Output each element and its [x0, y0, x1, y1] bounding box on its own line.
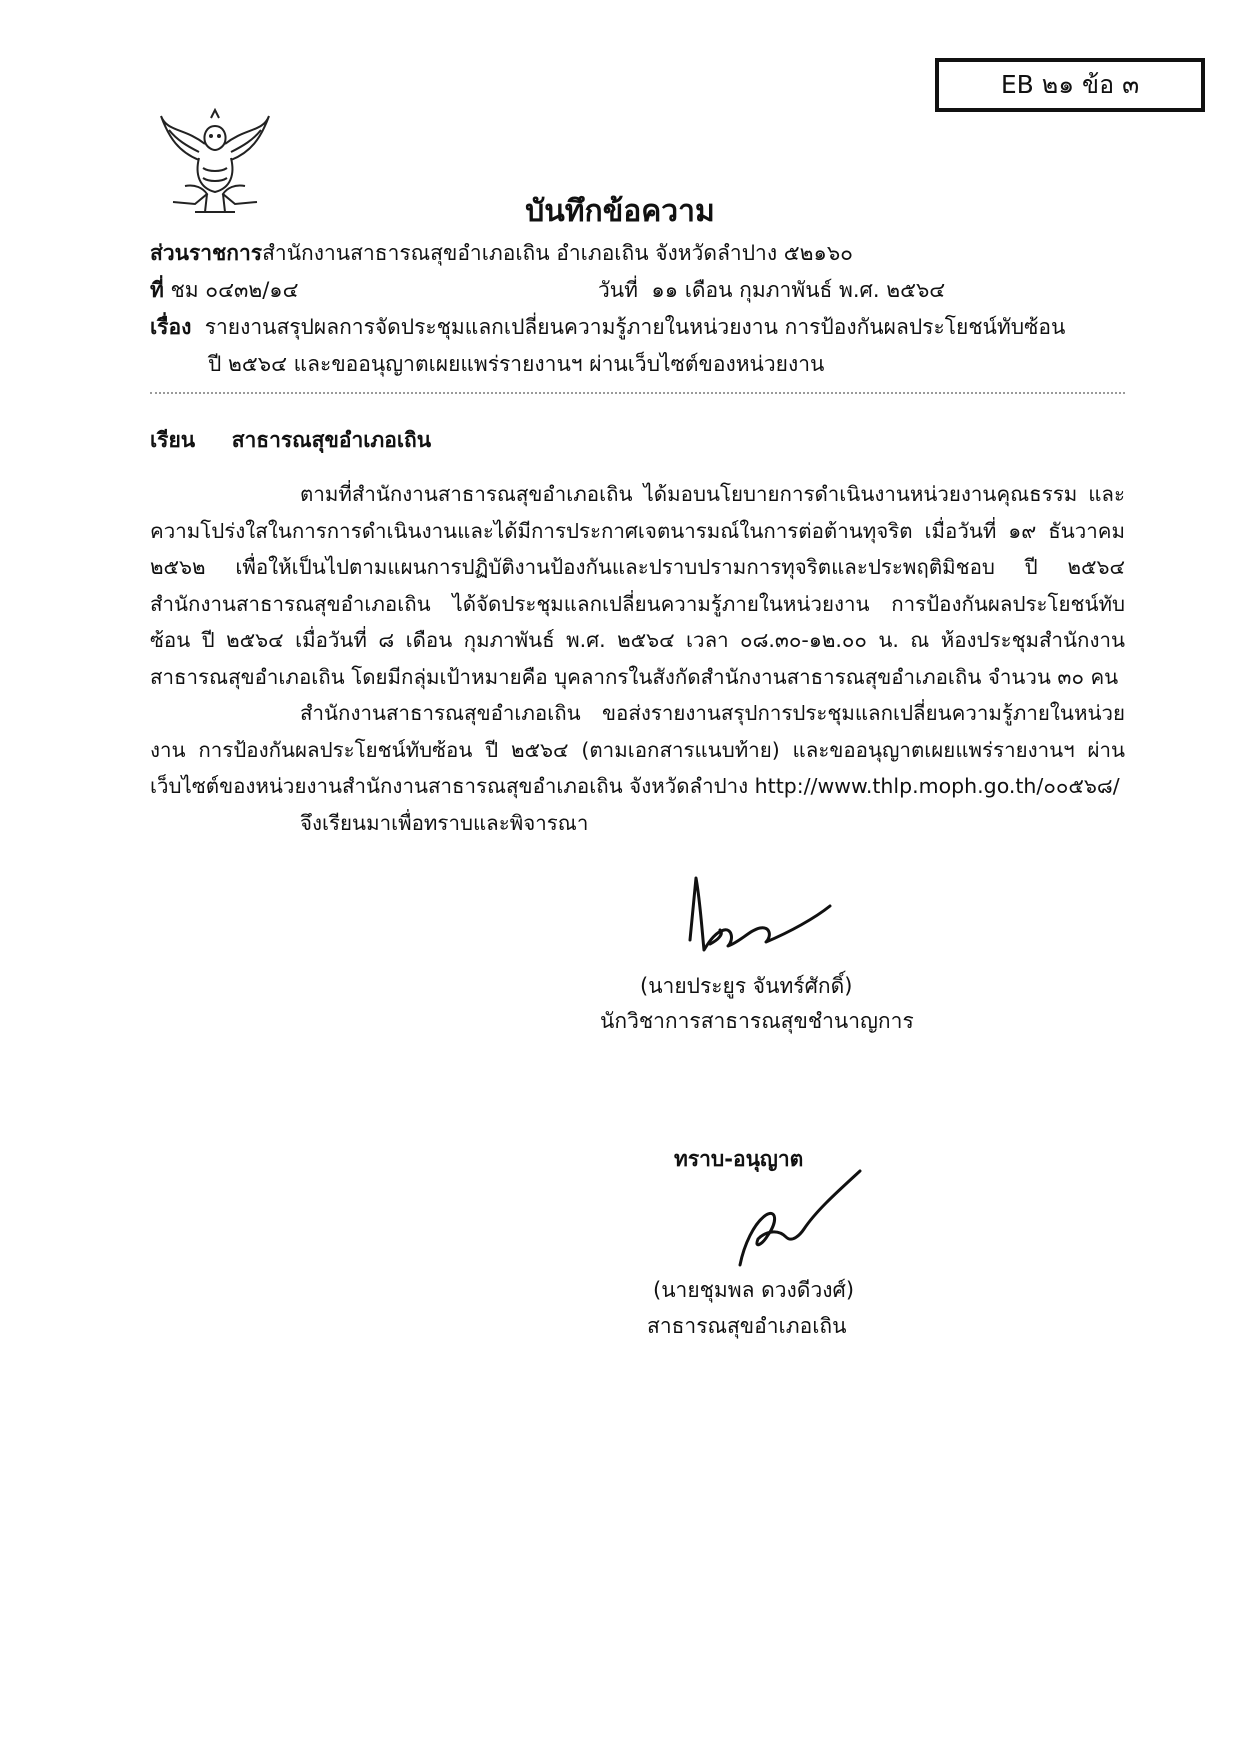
approver-position: สาธารณสุขอำเภอเถิน	[647, 1314, 847, 1338]
subject-continuation	[208, 348, 824, 381]
header-divider	[150, 392, 1125, 394]
signature-2	[720, 1165, 870, 1275]
date-label: วันที่	[598, 278, 638, 302]
body-section	[150, 476, 1125, 841]
reference-label: ที่	[150, 278, 164, 302]
date-line	[598, 274, 945, 307]
approver-name: (นายชุมพล ดวงดีวงศ์)	[653, 1278, 855, 1302]
approval-label: ทราบ-อนุญาต	[674, 1147, 804, 1171]
body-paragraph-1: ตามที่สำนักงานสาธารณสุขอำเภอเถิน ได้มอบนโยบายการดำเนินงานหน่วยงานคุณธรรม และความโปร่งใสในการการดำเนินงานและได้มีการประกาศเจตนารมณ์ในการต่อต้านทุจริต เมื่อวันที่ ๑๙ ธันวาคม ๒๕๖๒ เพื่อให้เป็นไปตามแผนการปฏิบัติงานป้องกันและปราบปรามการทุจริตและประพฤติมิชอบ ปี ๒๕๖๔ สำนักงานสาธารณสุขอำเภอเถิน ได้จัดประชุมแลกเปลี่ยนความรู้ภายในหน่วยงาน การป้องกันผลประโยชน์ทับซ้อน ปี ๒๕๖๔ เมื่อวันที่ ๘ เดือน กุมภาพันธ์ พ.ศ. ๒๕๖๔ เวลา ๐๘.๓๐-๑๒.๐๐ น. ณ ห้องประชุมสำนักงานสาธารณสุขอำเภอเถิน โดยมีกลุ่มเป้าหมายคือ บุคลากรในสังกัดสำนักงานสาธารณสุขอำเภอเถิน จำนวน ๓๐ คน	[150, 482, 1125, 689]
reference-box-text: EB ๒๑ ข้อ ๓	[1000, 70, 1140, 99]
body-closing: จึงเรียนมาเพื่อทราบและพิจารณา	[300, 810, 589, 835]
subject-line	[150, 311, 1065, 344]
reference-box	[935, 58, 1205, 112]
date-value: ๑๑ เดือน กุมภาพันธ์ พ.ศ. ๒๕๖๔	[651, 278, 946, 302]
subject-text-2: ปี ๒๕๖๔ และขออนุญาตเผยแพร่รายงานฯ ผ่านเว็บไซต์ของหน่วยงาน	[208, 352, 825, 376]
reference-line	[150, 274, 299, 307]
signer-1-name: (นายประยูร จันทร์ศักดิ์)	[640, 974, 853, 998]
signer-1-position: นักวิชาการสาธารณสุขชำนาญการ	[600, 1009, 914, 1033]
memo-title: บันทึกข้อความ	[525, 194, 715, 229]
agency-line	[150, 237, 853, 270]
agency-value: สำนักงานสาธารณสุขอำเภอเถิน อำเภอเถิน จังหวัดลำปาง ๕๒๑๖๐	[262, 241, 853, 265]
salutation-line	[150, 424, 431, 457]
reference-value: ชม ๐๔๓๒/๑๔	[170, 278, 299, 302]
salutation-label: เรียน	[150, 428, 196, 452]
subject-label: เรื่อง	[150, 315, 192, 339]
signature-1	[680, 870, 840, 960]
body-paragraph-2: สำนักงานสาธารณสุขอำเภอเถิน ขอส่งรายงานสรุปการประชุมแลกเปลี่ยนความรู้ภายในหน่วยงาน การป้องกันผลประโยชน์ทับซ้อน ปี ๒๕๖๔ (ตามเอกสารแนบท้าย) และขออนุญาตเผยแพร่รายงานฯ ผ่านเว็บไซต์ของหน่วยงานสำนักงานสาธารณสุขอำเภอเถิน จังหวัดลำปาง http://www.thlp.moph.go.th/๐๐๕๖๘/	[150, 701, 1125, 798]
agency-label: ส่วนราชการ	[150, 241, 263, 265]
subject-text-1: รายงานสรุปผลการจัดประชุมแลกเปลี่ยนความรู้ภายในหน่วยงาน การป้องกันผลประโยชน์ทับซ้อน	[204, 315, 1066, 339]
salutation-value: สาธารณสุขอำเภอเถิน	[231, 428, 432, 452]
